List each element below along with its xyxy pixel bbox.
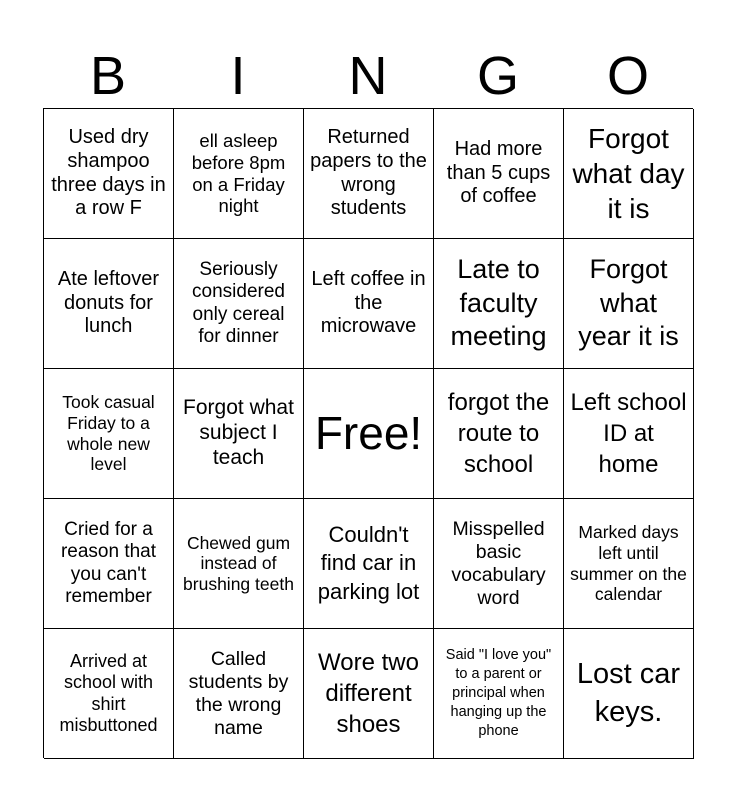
header-letter-n: N — [348, 46, 388, 106]
bingo-cell[interactable]: Marked days left until summer on the calendar — [564, 499, 694, 629]
header-letter-b: B — [89, 46, 127, 106]
bingo-header — [43, 40, 693, 108]
bingo-cell[interactable]: Couldn't find car in parking lot — [304, 499, 434, 629]
bingo-cell[interactable]: Forgot what subject I teach — [174, 369, 304, 499]
bingo-board — [43, 108, 693, 758]
bingo-cell[interactable]: Called students by the wrong name — [174, 629, 304, 759]
bingo-cell[interactable]: Wore two different shoes — [304, 629, 434, 759]
header-letter-i: I — [230, 46, 246, 106]
bingo-cell[interactable]: Seriously considered only cereal for dinner — [174, 239, 304, 369]
bingo-cell[interactable]: Used dry shampoo three days in a row F — [44, 109, 174, 239]
bingo-cell[interactable]: Chewed gum instead of brushing teeth — [174, 499, 304, 629]
bingo-cell[interactable]: Forgot what day it is — [564, 109, 694, 239]
bingo-cell[interactable]: Lost car keys. — [564, 629, 694, 759]
bingo-cell[interactable]: Arrived at school with shirt misbuttoned — [44, 629, 174, 759]
bingo-cell[interactable]: Had more than 5 cups of coffee — [434, 109, 564, 239]
bingo-cell[interactable]: Ate leftover donuts for lunch — [44, 239, 174, 369]
bingo-cell[interactable]: Cried for a reason that you can't remember — [44, 499, 174, 629]
bingo-cell[interactable]: Returned papers to the wrong students — [304, 109, 434, 239]
bingo-cell[interactable]: Took casual Friday to a whole new level — [44, 369, 174, 499]
bingo-cell[interactable]: Late to faculty meeting — [434, 239, 564, 369]
bingo-cell[interactable]: Said "I love you" to a parent or principal when hanging up the phone — [434, 629, 564, 759]
bingo-cell[interactable]: ell asleep before 8pm on a Friday night — [174, 109, 304, 239]
bingo-cell[interactable]: Forgot what year it is — [564, 239, 694, 369]
header-letter-o: O — [606, 46, 649, 106]
bingo-cell[interactable]: Misspelled basic vocabulary word — [434, 499, 564, 629]
bingo-cell[interactable]: Left coffee in the microwave — [304, 239, 434, 369]
header-letter-g: G — [476, 46, 519, 106]
bingo-cell[interactable]: forgot the route to school — [434, 369, 564, 499]
bingo-cell[interactable]: Left school ID at home — [564, 369, 694, 499]
free-space[interactable]: Free! — [304, 369, 434, 499]
